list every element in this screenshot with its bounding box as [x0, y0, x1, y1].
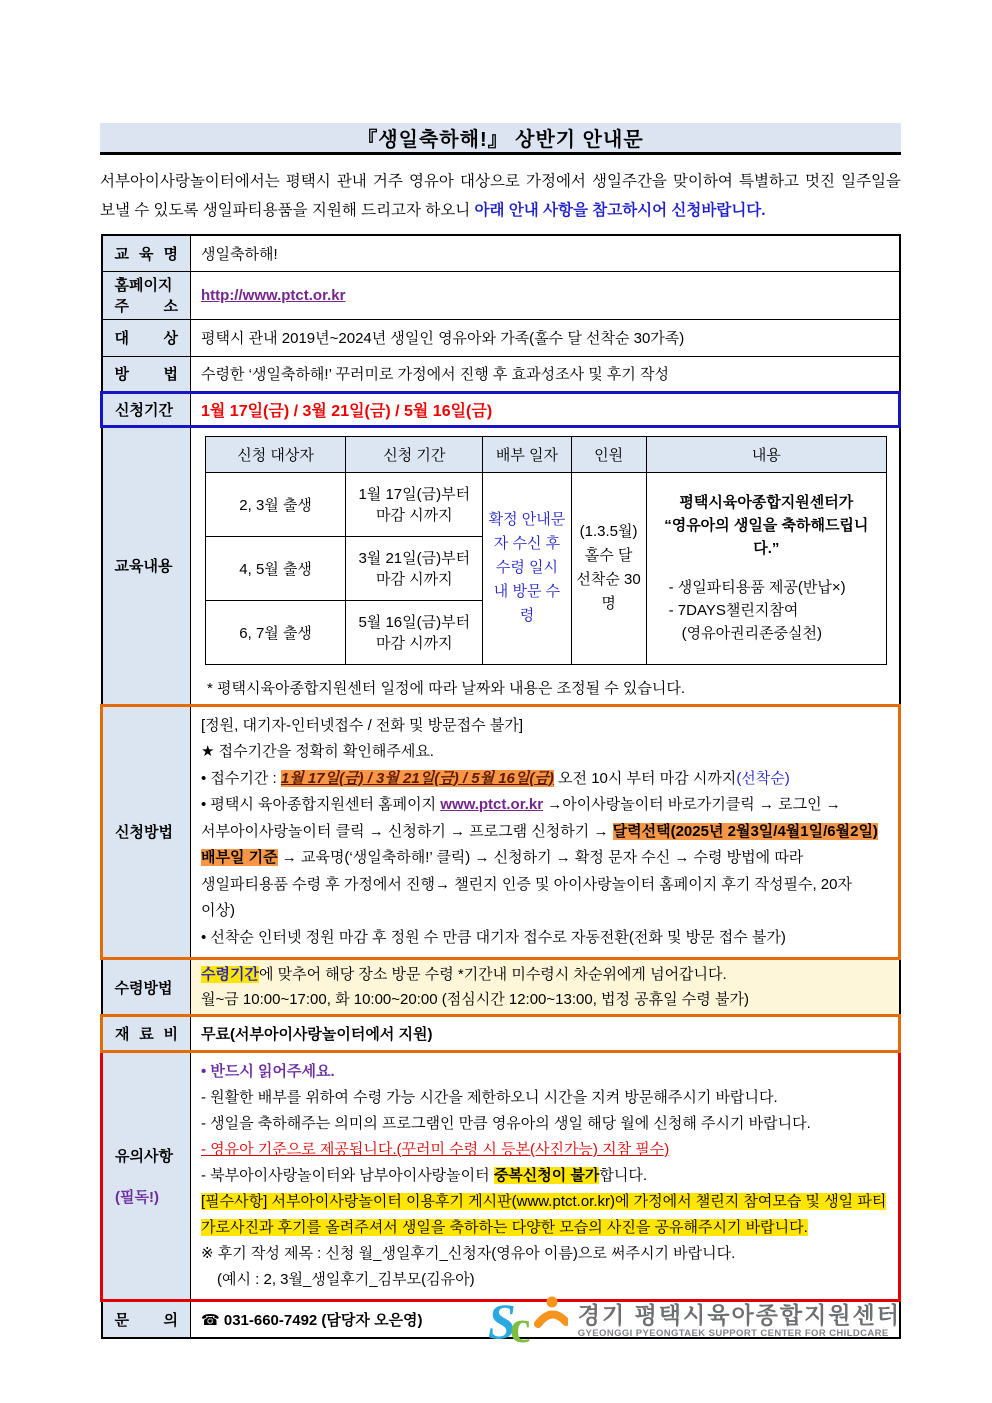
- label-education-content: [102, 426, 191, 705]
- label-text: 신청기간: [115, 401, 173, 419]
- apply-method-cell: [191, 705, 900, 959]
- table-row-apply-method: [102, 705, 900, 959]
- contact-phone: ☎ 031-660-7492 (담당자 오은영): [201, 1311, 423, 1329]
- description-item: (영유아권리존중실천): [681, 625, 823, 642]
- required-notice-highlight: [필수사항] 서부아이사랑놀이터 이용후기 게시판(www.ptct.or.kr)에 가정에서 챌린지 참여모습 및 생일 파티 가로사진과 후기를 올려주셔서 생일을 축하하는 다양한 모습의 사진을 공유해주시기 바랍니다.: [201, 1193, 887, 1236]
- label-homepage: [102, 271, 191, 319]
- notes-item-7: (예시 : 2, 3월_생일후기_김부모(김유아): [217, 1271, 475, 1288]
- label-text: 신청방법: [115, 824, 173, 842]
- table-row-receive-method: [102, 959, 900, 1016]
- schedule-table: [205, 436, 887, 665]
- label-text: 유의사항: [115, 1148, 173, 1165]
- schedule-period-1: [346, 472, 483, 536]
- period-line: 마감 시까지: [375, 507, 453, 524]
- apply-line-1: [정원, 대기자-인터넷접수 / 전화 및 방문접수 불가]: [201, 716, 523, 734]
- table-row-method: [102, 356, 900, 392]
- apply-line-3-prefix: • 접수기간 :: [201, 769, 281, 787]
- schedule-footnote: * 평택시육아종합지원센터 일정에 따라 날짜와 내용은 조정될 수 있습니다.: [207, 679, 686, 697]
- apply-calendar-highlight: 달력선택(2025년 2월3일/4월1일/6월2일) 배부일 기준: [201, 822, 878, 866]
- notes-item-4: [201, 1163, 888, 1189]
- schedule-target-1: 2, 3월 출생: [206, 472, 346, 536]
- table-row-notes: [102, 1052, 900, 1301]
- schedule-period-3: [346, 600, 483, 664]
- apply-period-dates: 1월 17일(금) / 3월 21일(금) / 5월 16일(금): [201, 402, 493, 420]
- label-must-read: (필독!): [115, 1189, 159, 1206]
- org-logo-icon: [488, 1292, 568, 1348]
- label-text: 문 의: [114, 1311, 178, 1329]
- label-text: 수령방법: [114, 979, 173, 997]
- intro-paragraph: [100, 167, 901, 225]
- receive-line-2: 월~금 10:00~17:00, 화 10:00~20:00 (점심시간 12:00~13:00, 법정 공휴일 수령 불가): [201, 991, 749, 1008]
- duplicate-apply-highlight: 중복신청이 불가: [493, 1167, 600, 1184]
- label-apply-period: [102, 392, 191, 426]
- notes-item-1: - 원활한 배부를 위하여 수령 가능 시간을 제한하오니 시간을 지켜 방문해주시기 바랍니다.: [201, 1089, 778, 1106]
- label-text: 주 소: [114, 298, 178, 315]
- value-education-name: 생일축하해!: [191, 235, 900, 271]
- description-item: - 생일파티용품 제공(반납×): [668, 579, 846, 596]
- description-item: - 7DAYS챌린지참여: [668, 602, 799, 619]
- notes-item-3: - 영유아 기준으로 제공됩니다.(꾸러미 수령 시 등본(사진가능) 지참 필수): [201, 1141, 670, 1158]
- distribution-text: 확정 안내문자 수신 후 수령 일시 내 방문 수령: [488, 511, 566, 624]
- value-homepage: [191, 271, 900, 319]
- homepage-link[interactable]: http://www.ptct.or.kr: [201, 286, 346, 304]
- notes-item-2: - 생일을 축하해주는 의미의 프로그램인 만큼 영유아의 생일 해당 월에 신청해 주시기 바랍니다.: [201, 1115, 811, 1132]
- label-text: 대 상: [114, 330, 178, 347]
- table-row-apply-period: [102, 392, 900, 426]
- schedule-header-description: 내용: [646, 436, 886, 472]
- schedule-target-2: 4, 5월 출생: [206, 536, 346, 600]
- apply-homepage-link[interactable]: www.ptct.or.kr: [440, 796, 544, 813]
- period-line: 마감 시까지: [375, 635, 453, 652]
- label-text: 홈페이지: [114, 277, 173, 294]
- schedule-header-capacity: 인원: [571, 436, 646, 472]
- period-line: 마감 시까지: [375, 571, 453, 588]
- schedule-header-distribution: 배부 일자: [483, 436, 571, 472]
- apply-line-4-steps-2: → 교육명(‘생일축하해!’ 클릭) → 신청하기 → 확정 문자 수신 → 수령 방법에 따라 생일파티용품 수령 후 가정에서 진행→ 챌린지 인증 및 아이사랑놀이터 홈페이지 후기 작성필수, 20자 이상): [201, 849, 852, 919]
- label-apply-method: [102, 705, 191, 959]
- table-row-education-name: [102, 235, 900, 271]
- label-text: 교 육 명: [114, 245, 178, 263]
- schedule-period-2: [346, 536, 483, 600]
- footer: [100, 1292, 901, 1348]
- apply-line-4: [201, 792, 888, 925]
- svg-text:S: S: [487, 1293, 516, 1348]
- description-head: “영유아의 생일을 축하해드립니다.”: [664, 517, 869, 557]
- apply-line-5: • 선착순 인터넷 정원 마감 후 정원 수 만큼 대기자 접수로 자동전환(전화 및 방문 접수 불가): [201, 928, 786, 946]
- notes-item-5: [201, 1189, 888, 1241]
- value-apply-period: [191, 392, 900, 426]
- schedule-header-row: [206, 436, 887, 472]
- label-notes: [102, 1052, 191, 1301]
- table-row-material-fee: [102, 1016, 900, 1052]
- schedule-header-target: 신청 대상자: [206, 436, 346, 472]
- svg-text:c: c: [509, 1301, 531, 1348]
- apply-line-3-mid: 오전 10시 부터 마감 시까지: [553, 769, 737, 787]
- fee-text: 무료(서부아이사랑놀이터에서 지원): [201, 1026, 433, 1043]
- label-text: 교육내용: [114, 558, 173, 575]
- schedule-description: [646, 472, 886, 664]
- period-line: 5월 16일(금)부터: [358, 614, 471, 631]
- page-title: 『생일축하해!』 상반기 안내문: [357, 129, 644, 151]
- org-name-korean: 경기 평택시육아종합지원센터: [577, 1301, 901, 1328]
- education-content-cell: [191, 426, 900, 705]
- description-items: [655, 576, 878, 645]
- label-receive-method: [102, 959, 191, 1016]
- receive-method-cell: [191, 959, 900, 1016]
- description-box: [651, 489, 882, 647]
- capacity-text: (1.3.5월) 홀수 달 선착순 30명: [576, 523, 641, 612]
- period-line: 1월 17일(금)부터: [358, 486, 471, 503]
- description-head: 평택시육아종합지원센터가: [679, 494, 854, 511]
- label-text: 재 료 비: [115, 1026, 178, 1043]
- intro-emphasis: 아래 안내 사항을 참고하시어 신청바랍니다.: [474, 202, 766, 219]
- label-text: 방 법: [114, 366, 178, 383]
- schedule-target-3: 6, 7월 출생: [206, 600, 346, 664]
- label-material-fee: [102, 1016, 191, 1052]
- document-body: [100, 123, 901, 1339]
- document-title-bar: [100, 123, 901, 155]
- apply-dates-highlight: 1월 17일(금) / 3월 21일(금) / 5월 16일(금): [280, 769, 554, 787]
- apply-line-2: ★ 접수기간을 정확히 확인해주세요.: [201, 743, 434, 760]
- org-name-block: [578, 1302, 901, 1339]
- schedule-row-1: [206, 472, 887, 536]
- value-method: 수령한 ‘생일축하해!’ 꾸러미로 가정에서 진행 후 효과성조사 및 후기 작성: [191, 356, 900, 392]
- value-material-fee: [191, 1016, 900, 1052]
- schedule-capacity: [571, 472, 646, 664]
- apply-line-3: [201, 766, 888, 793]
- org-name-english: GYEONGGI PYEONGTAEK SUPPORT CENTER FOR CHILDCARE: [577, 1327, 889, 1339]
- value-target: 평택시 관내 2019년~2024년 생일인 영유아와 가족(홀수 달 선착순 30가족): [191, 319, 900, 356]
- notes-item-4-pre: - 북부아이사랑놀이터와 남부아이사랑놀이터: [201, 1167, 494, 1184]
- table-row-education-content: [102, 426, 900, 705]
- apply-line-4-steps: →아이사랑놀이터 바로가기클릭 → 로그인 → 서부아이사랑놀이터 클릭 → 신청하기 → 프로그램 신청하기 →: [201, 796, 841, 840]
- table-row-target: [102, 319, 900, 356]
- apply-line-4-prefix: • 평택시 육아종합지원센터 홈페이지: [201, 796, 441, 813]
- schedule-header-period: 신청 기간: [346, 436, 483, 472]
- schedule-distribution: [483, 472, 571, 664]
- apply-first-come-note: (선착순): [736, 769, 790, 787]
- period-line: 3월 21일(금)부터: [358, 550, 471, 567]
- receive-period-keyword: 수령기간: [201, 966, 259, 983]
- notes-item-6: ※ 후기 작성 제목 : 신청 월_생일후기_신청자(영유아 이름)으로 써주시기 바랍니다.: [201, 1245, 736, 1262]
- label-method: [102, 356, 191, 392]
- receive-line-1-rest: 에 맞추어 해당 장소 방문 수령 *기간내 미수령시 차순위에게 넘어갑니다.: [258, 966, 727, 983]
- notes-item-4-post: 합니다.: [599, 1167, 648, 1184]
- notes-headline: • 반드시 읽어주세요.: [201, 1063, 335, 1080]
- intro-text: 서부아이사랑놀이터에서는 평택시 관내 거주 영유아 대상으로 가정에서 생일주간을 맞이하여 특별하고 멋진 일주일을 보낼 수 있도록 생일파티용품을 지원해 드리고자 하오니: [100, 173, 901, 219]
- info-table: [100, 234, 901, 1339]
- notes-cell: [191, 1052, 900, 1301]
- label-target: [102, 319, 191, 356]
- label-education-name: [102, 235, 191, 271]
- receive-line-1: [201, 962, 889, 987]
- table-row-homepage: [102, 271, 900, 319]
